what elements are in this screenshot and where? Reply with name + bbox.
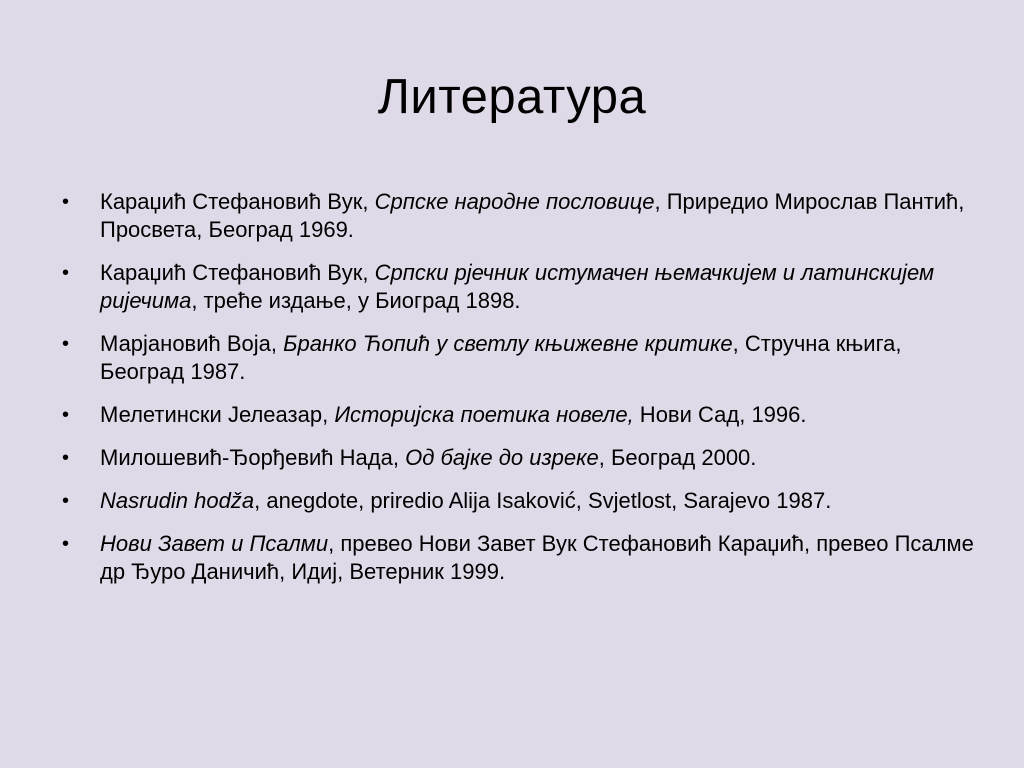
item-publication-details: , Приредио Мирослав Пантић, Просвета, Београд 1969. (100, 189, 965, 242)
bullet-icon: • (62, 490, 70, 512)
item-author: Караџић Стефановић Вук, (100, 189, 375, 214)
item-work-title: Историјска поетика новеле, (334, 402, 634, 427)
item-publication-details: , треће издање, у Биоград 1898. (191, 288, 521, 313)
item-author: Караџић Стефановић Вук, (100, 260, 375, 285)
item-publication-details: Нови Сад, 1996. (633, 402, 807, 427)
item-author: Мелетински Јелеазар, (100, 402, 335, 427)
item-work-title: Нови Завет и Псалми (100, 531, 329, 556)
bibliography-item (62, 401, 982, 429)
bibliography-item (62, 330, 982, 386)
item-author: Марјановић Воја, (100, 331, 284, 356)
bullet-icon: • (62, 191, 70, 213)
item-publication-details: , Београд 2000. (598, 445, 757, 470)
bibliography-item (62, 444, 982, 472)
item-publication-details: , Стручна књига, Београд 1987. (100, 331, 902, 384)
bullet-icon: • (62, 262, 70, 284)
bibliography-list (62, 188, 982, 601)
bibliography-item (62, 530, 982, 586)
item-publication-details: , превео Нови Завет Вук Стефановић Караџић, превео Псалме др Ђуро Даничић, Идиј, Ветерник 1999. (100, 531, 974, 584)
item-work-title: Бранко Ћопић у светлу књижевне критике (283, 331, 733, 356)
item-work-title: Српски рјечник истумачен њемачкијем и латинскијем ријечима (100, 260, 935, 313)
bibliography-item (62, 487, 982, 515)
item-work-title: Nasrudin hodža (100, 488, 255, 513)
bullet-icon: • (62, 533, 70, 555)
bullet-icon: • (62, 447, 70, 469)
item-publication-details: , anegdote, priredio Alija Isaković, Svjetlost, Sarajevo 1987. (254, 488, 832, 513)
slide-title: Литература (377, 70, 647, 124)
item-work-title: Од бајке до изреке (405, 445, 599, 470)
bibliography-item (62, 259, 982, 315)
bibliography-item (62, 188, 982, 244)
item-work-title: Српске народне пословице (374, 189, 655, 214)
item-author: Милошевић-Ђорђевић Нада, (100, 445, 406, 470)
bullet-icon: • (62, 404, 70, 426)
bullet-icon: • (62, 333, 70, 355)
